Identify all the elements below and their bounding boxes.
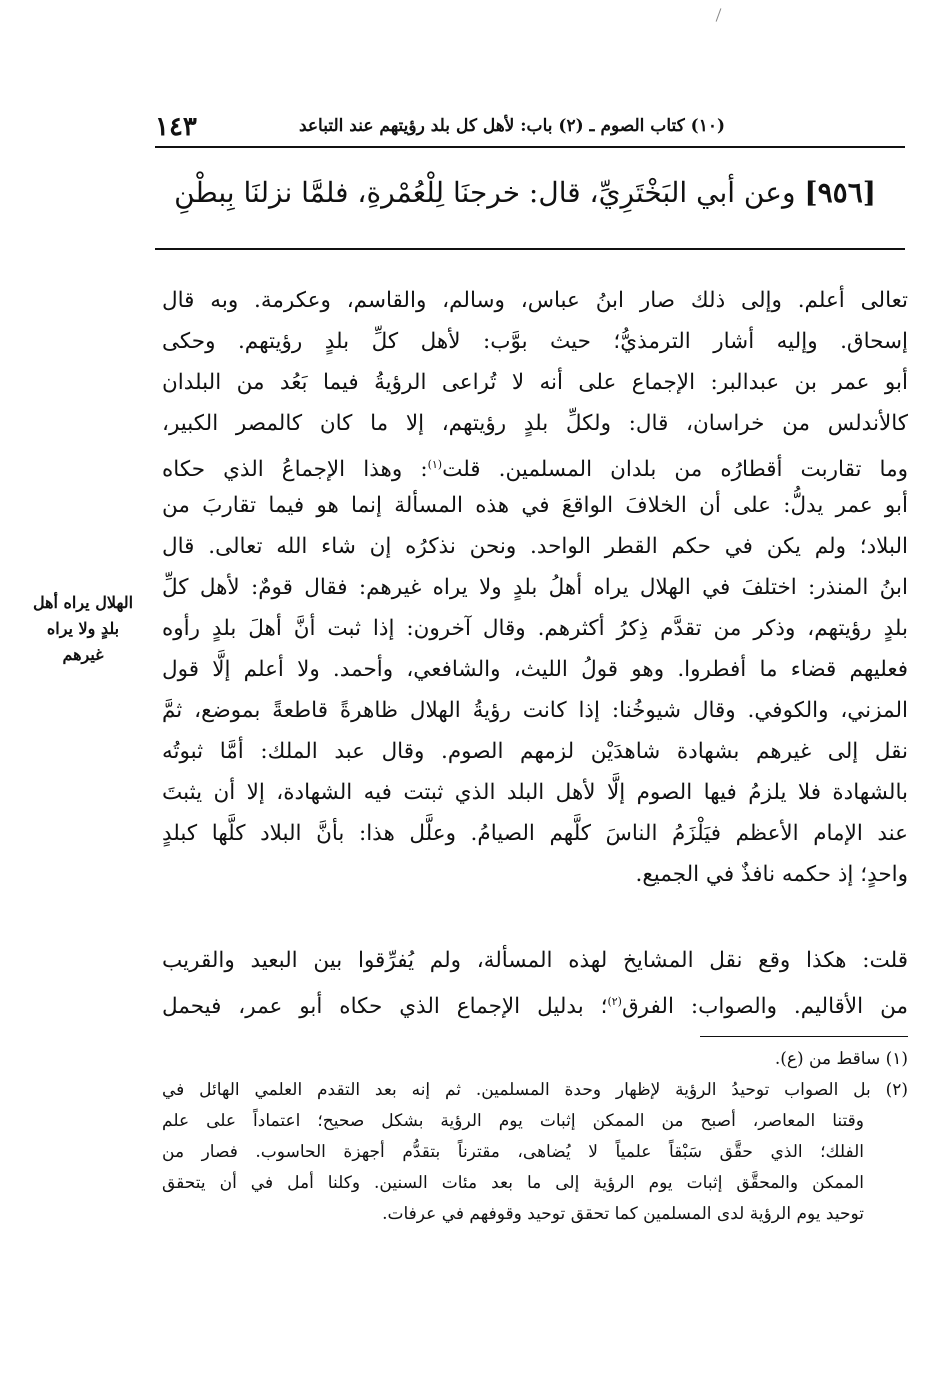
text-segment: وما تقاربت أقطارُه من بلدان المسلمين. قلت	[442, 457, 908, 483]
text-segment: من الأقاليم. والصواب: الفرق	[621, 994, 908, 1020]
page-header	[155, 112, 905, 144]
footnotes	[162, 1044, 908, 1230]
section-rule	[155, 248, 905, 250]
text-line: بالشهادة فلا يلزمُ فيها الصوم إلَّا لأهل البلد الذي ثبتت فيه الشهادة، إلا أن يثبتَ	[162, 780, 908, 805]
footnote-2-line: (٢) بل الصواب توحيدُ الرؤية لإظهار وحدة المسلمين. ثم إنه بعد التقدم العلمي الهائل في	[162, 1080, 908, 1100]
margin-note	[8, 590, 158, 668]
footnote-1: (١) ساقط من (ع).	[774, 1049, 908, 1069]
scan-mark	[716, 8, 722, 21]
text-line: فعليهم قضاء ما أفطروا. وهو قولُ الليث، والشافعي، وأحمد. ولا أعلم إلَّا قول	[162, 657, 908, 682]
text-line: كالأندلس من خراسان، قال: ولكلِّ بلدٍ رؤيتهم، إلا ما كان كالمصر الكبير،	[162, 411, 908, 436]
running-head: (١٠) كتاب الصوم ـ (٢) باب: لأهل كل بلد رؤيتهم عند التباعد	[298, 116, 725, 136]
text-line: إسحاق. وإليه أشار الترمذيُّ؛ حيث بوَّب: لأهل كلِّ بلدٍ رؤيتهم. وحكى	[162, 329, 908, 354]
margin-note-line: بلدٍ ولا يراه	[46, 619, 120, 638]
hadith-text: وعن أبي البَخْتَرِيِّ، قال: خرجنَا لِلْعُمْرةِ، فلمَّا نزلنَا بِبطْنِ	[174, 176, 796, 209]
text-line: بلدٍ رؤيتهم، وذكر من تقدَّم ذِكرُ أكثرهم. وقال آخرون: إذا ثبت أنَّ أهلَ بلدٍ رأوه	[162, 616, 908, 641]
margin-note-line: غيرهم	[62, 645, 104, 664]
text-segment: : وهذا الإجماعُ الذي حكاه	[162, 457, 428, 483]
footnote-ref: (١)	[427, 458, 443, 471]
footnote-2-line: توحيد يوم الرؤية لدى المسلمين كما تحقق توحيد وقوفهم في عرفات.	[382, 1204, 864, 1224]
footnote-ref: (٢)	[607, 995, 622, 1008]
footnote-2-line: وقتنا المعاصر، أصبح من الممكن إثبات يوم الرؤية بشكل صحيح؛ اعتماداً على علم	[162, 1111, 864, 1131]
hadith-number: [٩٥٦]	[804, 176, 876, 209]
text-line: عند الإمام الأعظم فيَلْزَمُ الناسَ كلَّهم الصيامُ. وعلَّل هذا: بأنَّ البلاد كلَّها كبلدٍ	[162, 821, 908, 846]
footnote-2-line: الممكن والمحقَّق إثبات يوم الرؤية إلى ما بعد مئات السنين. وكلنا أمل في أن يتحقق	[162, 1173, 864, 1193]
text-line: أبو عمر يدلُّ: على أن الخلافَ الواقعَ في هذه المسألة إنما هو فيما تقاربَ من	[162, 493, 908, 518]
header-rule	[155, 146, 905, 148]
text-line: واحدٍ؛ إذ حكمه نافذٌ في الجميع.	[635, 862, 908, 887]
second-paragraph	[162, 940, 908, 1022]
hadith-heading	[96, 176, 876, 209]
text-line: المزني، والكوفي. وقال شيوخُنا: إذا كانت رؤيةُ الهلال ظاهرةً قاطعةً بموضع، ثمَّ	[162, 698, 908, 723]
text-line-with-footnote	[162, 444, 908, 485]
footnote-rule	[700, 1036, 908, 1037]
text-line: تعالى أعلم. وإلى ذلك صار ابنُ عباس، وسالم، والقاسم، وعكرمة. وبه قال	[162, 288, 908, 313]
footnote-2-line: الفلك؛ الذي حقَّق سَبْقاً علمياً لا يُضاهى، مقترناً بتقدُّم أجهزة الحاسوب. فصار من	[162, 1142, 864, 1162]
margin-note-line: الهلال يراه أهل	[32, 593, 134, 612]
text-line: نقل إلى غيرهم بشهادة شاهدَيْن لزمهم الصوم. وقال عبد الملك: أمَّا ثبوتُه	[162, 739, 908, 764]
text-line-with-footnote	[162, 981, 908, 1022]
text-line: ابنُ المنذر: اختلفَ في الهلال يراه أهلُ بلدٍ ولا يراه غيرهم: فقال قومٌ: لأهل كلِّ	[162, 575, 908, 600]
page-number: ١٤٣	[155, 112, 197, 142]
text-segment: ؛ بدليل الإجماع الذي حكاه أبو عمر، فيحمل	[162, 994, 608, 1020]
text-line: البلاد؛ ولم يكن في حكم القطر الواحد. ونحن نذكرُه إن شاء الله تعالى. قال	[162, 534, 908, 559]
text-line: قلت: هكذا وقع نقل المشايخ لهذه المسألة، ولم يُفرِّقوا بين البعيد والقريب	[162, 948, 908, 973]
commentary-paragraph	[162, 280, 908, 895]
text-line: أبو عمر بن عبدالبر: الإجماع على أنه لا تُراعى الرؤيةُ فيما بَعُد من البلدان	[162, 370, 908, 395]
